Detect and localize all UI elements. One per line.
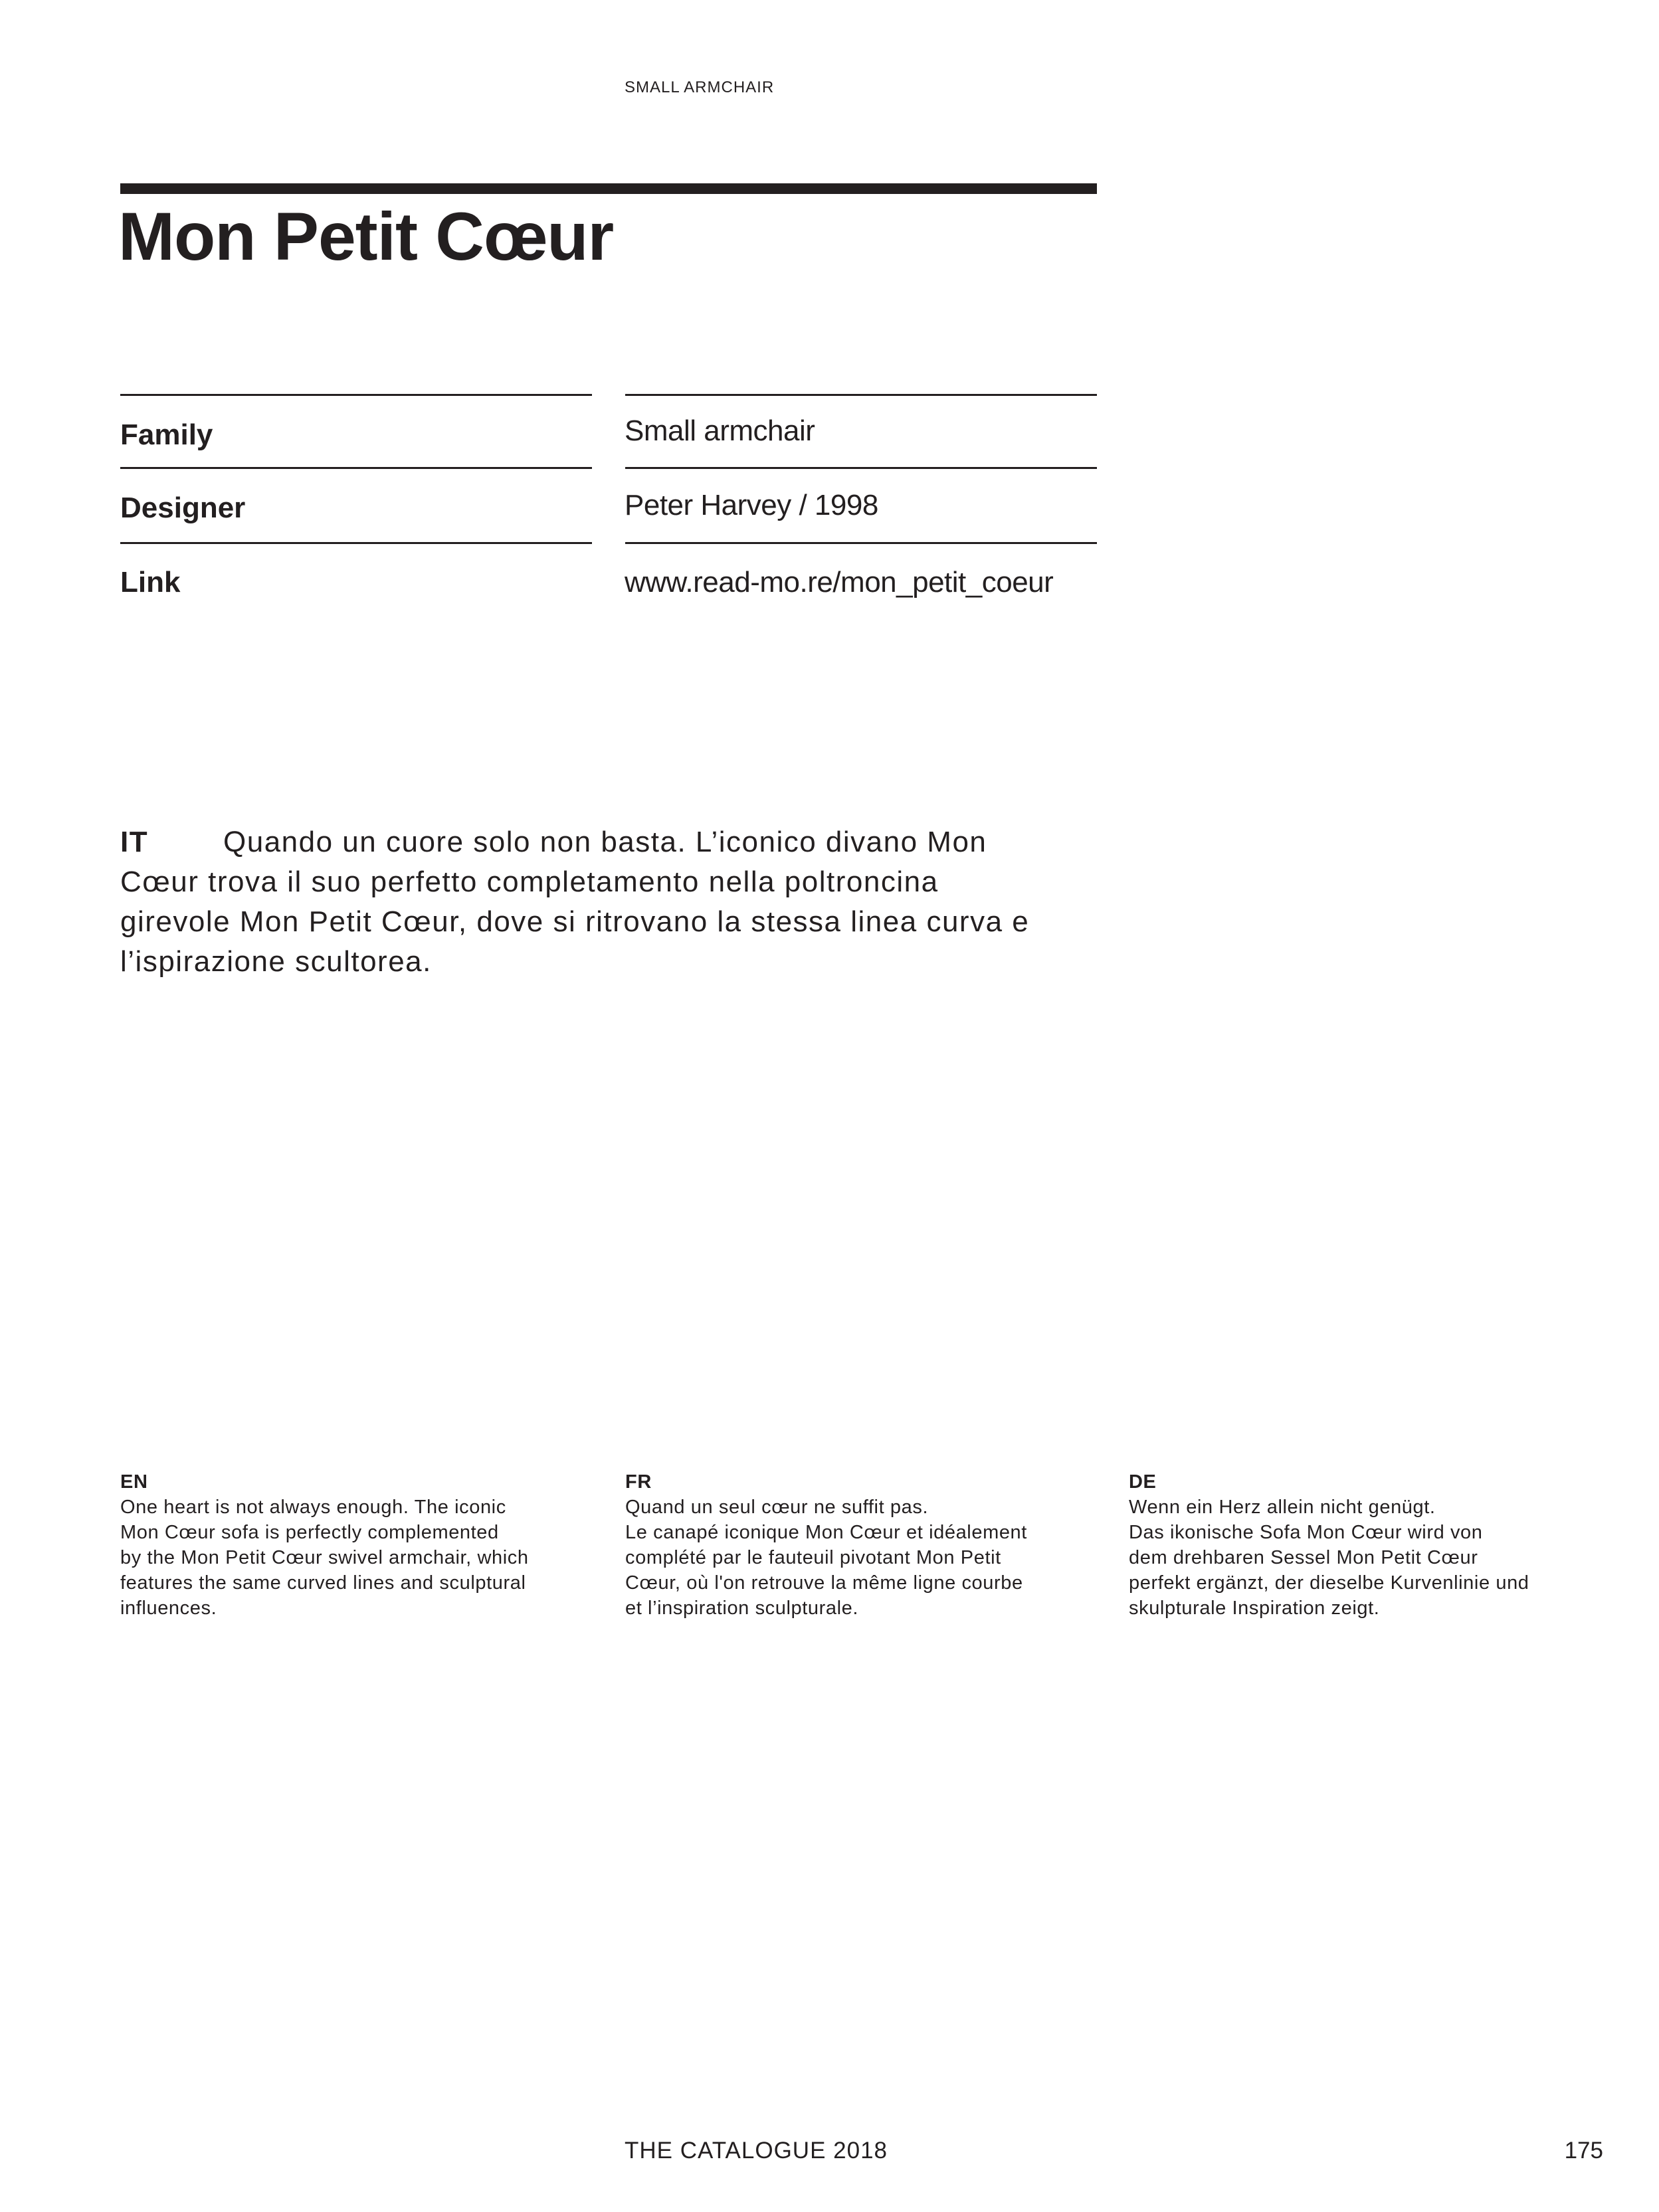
spec-value-family: Small armchair [625,415,815,447]
language-code: DE [1129,1471,1157,1493]
intro-text: Quando un cuore solo non basta. L’iconico divano Mon Cœur trova il suo perfetto completamento nella poltroncina girevole Mon Petit Cœur, dove si ritrovano la stessa linea curva e l’ispirazione scultorea. [120,826,1030,978]
page-title: Mon Petit Cœur [118,199,614,274]
divider [625,467,1097,469]
divider [625,394,1097,396]
language-code: FR [625,1471,652,1493]
divider [120,542,592,544]
translation-fr [625,1469,1104,1621]
divider [120,467,592,469]
translation-en [120,1469,599,1621]
language-code: EN [120,1471,148,1493]
translation-text: Quand un seul cœur ne suffit pas. Le canapé iconique Mon Cœur et idéalement complété par le fauteuil pivotant Mon Petit Cœur, où l'on retrouve la même ligne courbe et l’inspiration sculpturale. [625,1497,1027,1619]
divider [625,542,1097,544]
spec-value-link[interactable]: www.read-mo.re/mon_petit_coeur [625,566,1054,599]
translation-de [1129,1469,1607,1621]
spec-value-designer: Peter Harvey / 1998 [625,489,878,521]
language-code: IT [120,826,149,858]
intro-paragraph-it [120,822,1037,982]
title-rule [120,183,1097,194]
page-number: 175 [1564,2138,1603,2164]
translation-text: One heart is not always enough. The iconic Mon Cœur sofa is perfectly complemented by the Mon Petit Cœur swivel armchair, which features the same curved lines and sculptural influences. [120,1497,529,1619]
spec-label-designer: Designer [120,492,246,524]
footer-title: THE CATALOGUE 2018 [625,2138,888,2164]
translation-text: Wenn ein Herz allein nicht genügt. Das ikonische Sofa Mon Cœur wird von dem drehbaren Sessel Mon Petit Cœur perfekt ergänzt, der dieselbe Kurvenlinie und skulpturale Inspiration zeigt. [1129,1497,1529,1619]
running-head: SMALL ARMCHAIR [625,78,775,96]
divider [120,394,592,396]
spec-label-link: Link [120,566,181,599]
spec-label-family: Family [120,418,213,451]
